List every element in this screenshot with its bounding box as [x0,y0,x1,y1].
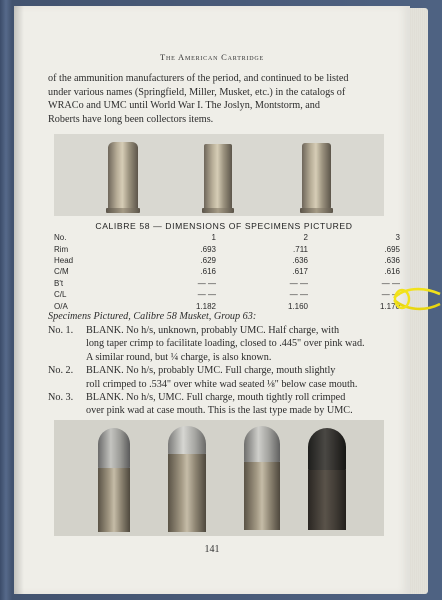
cell-value: — — [197,278,216,288]
cell-value: .693 [200,244,216,254]
specimen-description-cont: roll crimped to .534" over white wad seated ⅛" below case mouth. [86,378,358,390]
specimen-entry [48,324,404,364]
round-4-image [308,428,346,530]
specimen-description: BLANK. No h/s, UMC. Full charge, mouth tightly roll crimped [86,392,346,404]
row-label: O/A [54,301,68,311]
specimen-entry [48,391,404,418]
specimen-list [48,324,404,418]
specimen-description-cont: over pink wad at case mouth. This is the last type made by UMC. [86,405,353,417]
cell-value: — — [381,290,400,300]
table-title: CALIBRE 58 — DIMENSIONS OF SPECIMENS PICTURED [95,221,353,231]
cell-value: — — [197,290,216,300]
cell-value: .616 [200,267,216,277]
round-3-image [244,426,280,530]
cell-value: 1.160 [287,301,308,311]
cell-value: — — [381,278,400,288]
specimen-description: BLANK. No h/s, unknown, probably UMC. Half charge, with [86,325,340,336]
cell-value: 1.182 [195,301,216,311]
cell-value: — — [289,278,308,288]
table-row [54,266,400,277]
cell-value: .636 [384,255,400,265]
specimen-number: No. 2. [48,365,74,377]
row-label: C/M [54,267,69,277]
spine-shadow [14,6,24,594]
intro-line: WRACo and UMC until World War I. The Joslyn, Montstorm, and [48,100,320,112]
intro-line: under various names (Springfield, Miller, Musket, etc.) in the catalogs of [48,86,346,98]
intro-line: of the ammunition manufacturers of the period, and continued to be listed [48,73,349,84]
case-2-image [204,144,232,210]
table-row [54,232,400,243]
rubber-band-image [392,284,442,314]
cell-value: .629 [200,255,216,265]
case-3-image [302,143,331,210]
specimen-entry [48,364,404,391]
cell-value: .636 [292,255,308,265]
dimensions-table [54,232,400,312]
round-2-image [168,426,206,532]
cell-value: 3 [395,233,400,243]
specimen-description: BLANK. No h/s, probably UMC. Full charge, mouth slightly [86,365,336,377]
cell-value: .711 [293,244,308,254]
intro-paragraph [48,72,400,126]
table-row [54,243,400,254]
specimen-description-cont: A similar round, but ¼ charge, is also known. [86,351,272,363]
case-1-image [108,142,138,210]
cell-value: .616 [384,267,400,277]
cell-value: .617 [292,267,308,277]
specimens-caption: Specimens Pictured, Calibre 58 Musket, Group 63: [48,311,257,322]
row-label: C/L [54,290,67,300]
cell-value: .695 [384,244,400,254]
row-label: Head [54,255,74,265]
running-head: The American Cartridge [159,52,265,62]
page-number: 141 [204,544,220,555]
cell-value: 1 [211,233,216,243]
cell-value: — — [289,290,308,300]
row-label: No. [54,233,67,243]
book-page [14,6,410,594]
specimen-number: No. 3. [48,392,74,404]
table-row [54,289,400,300]
empty-cases-photo [54,134,384,216]
row-label: B't [54,278,64,288]
specimen-number: No. 1. [48,325,74,336]
loaded-rounds-photo [54,420,384,536]
table-row [54,255,400,266]
row-label: Rim [54,244,69,254]
round-1-image [98,428,130,532]
specimen-description-cont: long taper crimp to facilitate loading, closed to .445" over pink wad. [86,338,365,350]
intro-line: Roberts have long been collectors items. [48,113,214,125]
table-row [54,278,400,289]
cell-value: 2 [303,233,308,243]
cell-value: 1.170 [379,301,400,311]
